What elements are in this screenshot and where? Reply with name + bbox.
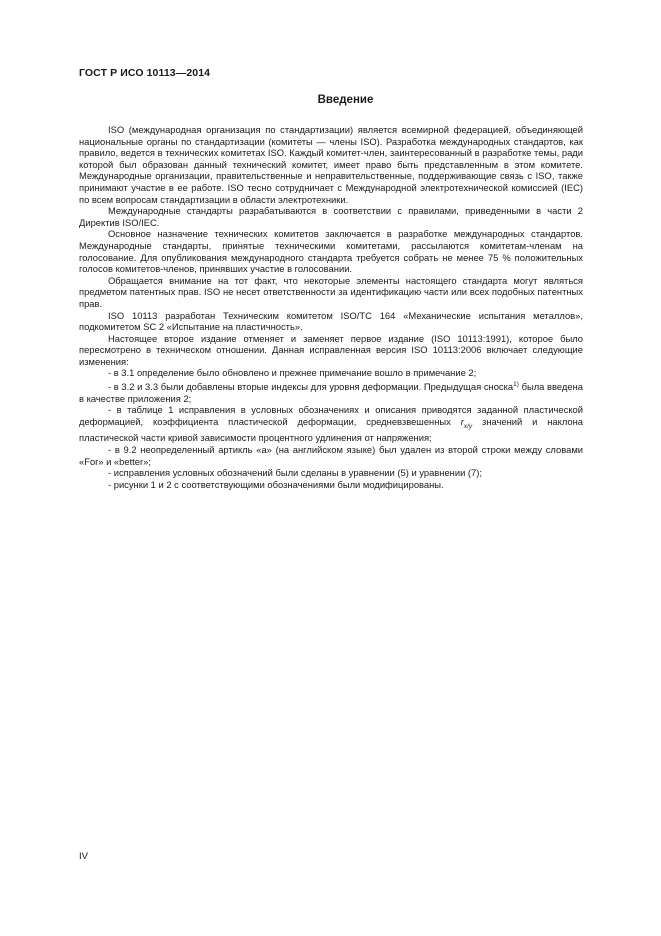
section-title: Введение <box>317 94 374 106</box>
paragraph-second-edition: Настоящее второе издание отменяет и заменяет первое издание (ISO 10113:1991), которое было пересмотрено в техническом отношении. Данная исправленная версия ISO 10113:2006 включает следующие изменения: <box>79 332 583 367</box>
change-item-4: - в 9.2 неопределенный артикль «a» (на английском языке) был удален из второй строки между словами «For» и «better»; <box>79 444 583 467</box>
footnote-marker: 1) <box>513 381 519 389</box>
change-item-5: - исправления условных обозначений были сделаны в уравнении (5) и уравнении (7); <box>108 467 482 479</box>
page-number: IV <box>79 851 88 862</box>
change-item-2 <box>79 379 583 404</box>
change-item-1: - в 3.1 определение было обновлено и прежнее примечание вошло в примечание 2; <box>108 367 477 379</box>
change-item-3-text-end: значений и наклона пластической части кривой зависимости процентного удлинения от напряжения; <box>79 415 584 444</box>
change-item-6: - рисунки 1 и 2 с соответствующими обозначениями были модифицированы. <box>108 478 444 490</box>
change-item-3 <box>79 404 583 444</box>
change-item-2-text: - в 3.2 и 3.3 были добавлены вторые индексы для уровня деформации. Предыдущая сноска <box>108 381 514 393</box>
paragraph-directives: Международные стандарты разрабатываются в соответствии с правилами, приведенными в части 2 Директив ISO/IEC. <box>79 205 583 228</box>
change-item-3-text: - в таблице 1 исправления в условных обозначениях и описания приводятся заданной пластической деформацией, коэффициента пластической деформации, средневзвешенных <box>79 404 583 427</box>
paragraph-patents: Обращается внимание на тот факт, что некоторые элементы настоящего стандарта могут являться предметом патентных прав. ISO не несет ответственности за идентификацию части или всех подобных патентных прав. <box>79 274 583 309</box>
paragraph-committees: Основное назначение технических комитетов заключается в разработке международных стандартов. Международные стандарты, принятые техническими комитетами, рассылаются комитетам-членам на голосование. Для опубликования международного стандарта требуется собрать не менее 75 % положительных голосов комитетов-членов, принявших участие в голосовании. <box>79 228 583 275</box>
document-header: ГОСТ Р ИСО 10113—2014 <box>79 67 211 79</box>
introduction-body <box>79 124 583 490</box>
paragraph-developed-by: ISO 10113 разработан Техническим комитетом ISO/TC 164 «Механические испытания металлов», подкомитетом SC 2 «Испытание на пластичность». <box>79 309 583 333</box>
symbol-r: r <box>460 415 464 427</box>
paragraph-iso-federation: ISO (международная организация по стандартизации) является всемирной федерацией, объединяющей национальные органы по стандартизации (комитеты — члены ISO). Разработка международных стандартов, как правило, ведется в технических комитетах ISO. Каждый комитет-член, заинтересованный в разработке темы, ради которой был образован данный технический комитет, имеет право быть представленным в этом комитете. Международные организации, правительственные и неправительственные, поддерживающие связь с ISO, также принимают участие в ее работе. ISO тесно сотрудничает с Международной электротехнической комиссией (IEC) по всем вопросам стандартизации в области электротехники. <box>79 124 583 205</box>
symbol-r-subscript: x/y <box>463 422 473 430</box>
change-item-2-text-end: была введена в качестве приложения 2; <box>79 381 583 404</box>
